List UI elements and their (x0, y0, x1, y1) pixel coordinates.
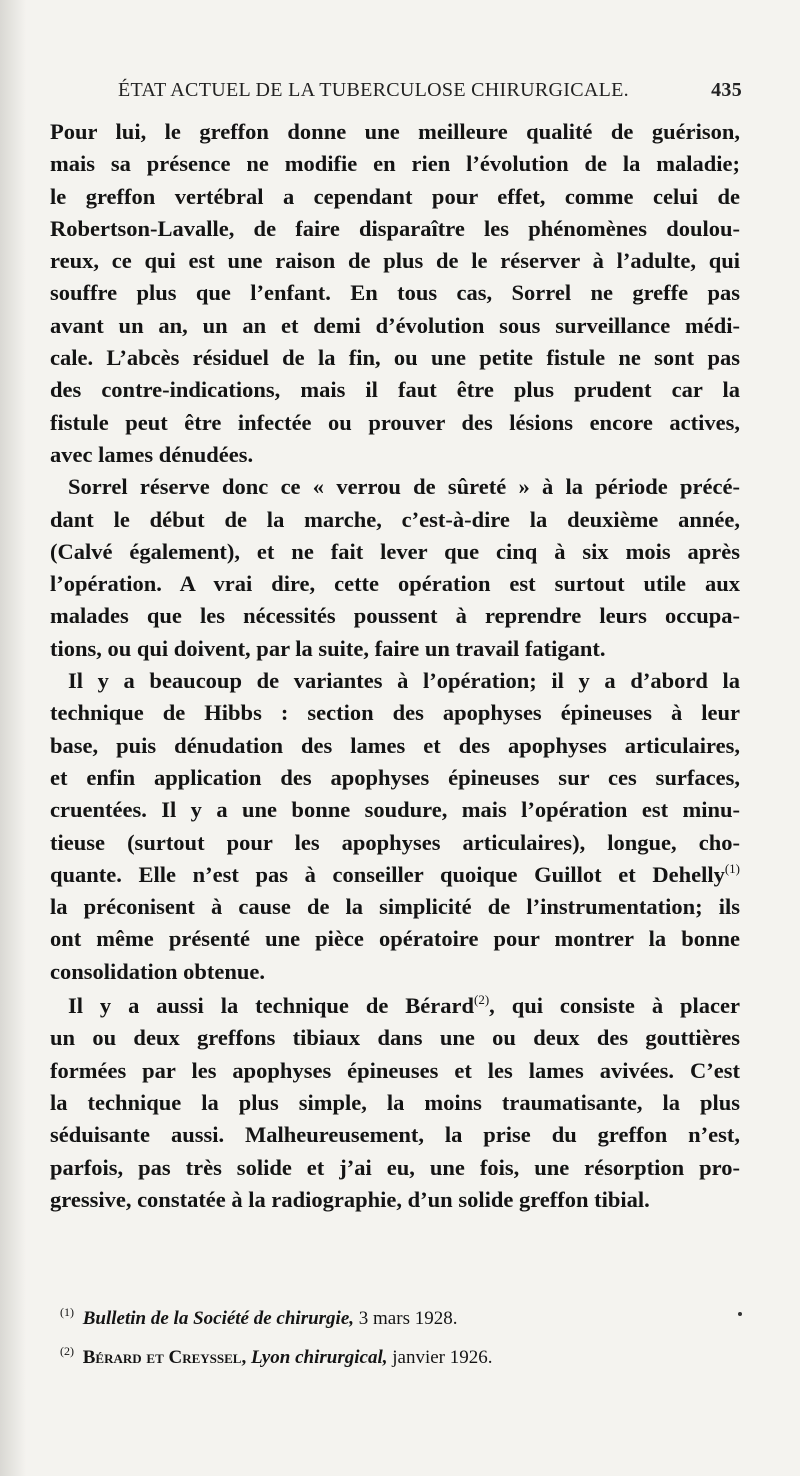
text-line: mais sa présence ne modifie en rien l’évolution de la maladie; (50, 151, 740, 177)
footnote-1 (60, 1296, 680, 1335)
footnotes (60, 1296, 680, 1374)
text-line: l’opération. A vrai dire, cette opération est surtout utile aux (50, 571, 740, 597)
footnote-date: janvier 1926. (392, 1347, 493, 1368)
text-line: tieuse (surtout pour les apophyses articulaires), longue, cho- (50, 829, 740, 855)
footnote-ref-2[interactable]: (2) (474, 992, 490, 1008)
text-line-body: Il y a aussi la technique de Bérard (68, 993, 474, 1019)
text-line: consolidation obtenue. (50, 958, 266, 984)
text-line: fistule peut être infectée ou prouver des lésions encore actives, (50, 409, 740, 435)
paragraph-1 (50, 116, 740, 471)
text-line: et enfin application des apophyses épineuses sur ces surfaces, (50, 764, 740, 790)
text-line: technique de Hibbs : section des apophyses épineuses à leur (50, 700, 740, 726)
text-line: cale. L’abcès résiduel de la fin, ou une petite fistule ne sont pas (50, 345, 740, 371)
text-line: la préconisent à cause de la simplicité de l’instrumentation; ils (50, 894, 740, 920)
text-line: avant un an, un an et demi d’évolution sous surveillance médi- (50, 312, 740, 338)
text-line: séduisante aussi. Malheureusement, la prise du greffon n’est, (50, 1122, 740, 1148)
paragraph-3 (50, 665, 740, 988)
text-line: cruentées. Il y a une bonne soudure, mais l’opération est minu- (50, 797, 740, 823)
text-line: reux, ce qui est une raison de plus de le réserver à l’adulte, qui (50, 248, 740, 274)
text-line: souffre plus que l’enfant. En tous cas, Sorrel ne greffe pas (50, 280, 740, 306)
text-line-with-note (68, 990, 740, 1022)
text-line: base, puis dénudation des lames et des apophyses articulaires, (50, 732, 740, 758)
text-line: malades que les nécessités poussent à reprendre leurs occupa- (50, 603, 740, 629)
text-line: des contre-indications, mais il faut être plus prudent car la (50, 377, 740, 403)
text-line-tail: , qui consiste à placer (489, 993, 740, 1019)
page-body (50, 116, 740, 1216)
footnote-ref-1[interactable]: (1) (724, 860, 740, 876)
ink-speck (738, 1312, 742, 1316)
footnote-marker: (2) (60, 1344, 74, 1358)
text-line-with-note (50, 859, 740, 891)
text-line: le greffon vertébral a cependant pour effet, comme celui de (50, 183, 740, 209)
text-line: dant le début de la marche, c’est-à-dire la deuxième année, (50, 506, 740, 532)
page-number: 435 (711, 79, 742, 101)
text-line: parfois, pas très solide et j’ai eu, une fois, une résorption pro- (50, 1154, 740, 1180)
paragraph-4 (50, 990, 740, 1216)
text-line: Sorrel réserve donc ce « verrou de sûreté » à la période précé- (68, 474, 740, 500)
running-title: ÉTAT ACTUEL DE LA TUBERCULOSE CHIRURGICALE. (118, 79, 629, 101)
footnote-marker: (1) (60, 1305, 74, 1319)
text-line: formées par les apophyses épineuses et les lames avivées. C’est (50, 1057, 740, 1083)
footnote-date: 3 mars 1928. (358, 1308, 458, 1329)
text-line: gressive, constatée à la radiographie, d’un solide greffon tibial. (50, 1186, 650, 1212)
text-line: tions, ou qui doivent, par la suite, faire un travail fatigant. (50, 635, 606, 661)
text-line: avec lames dénudées. (50, 441, 254, 467)
text-line: Il y a beaucoup de variantes à l’opération; il y a d’abord la (68, 668, 740, 694)
text-line: ont même présenté une pièce opératoire pour montrer la bonne (50, 926, 740, 952)
scan-edge-shadow (0, 0, 26, 1476)
text-line: la technique la plus simple, la moins traumatisante, la plus (50, 1089, 740, 1115)
footnote-source-title: Bulletin de la Société de chirurgie, (82, 1308, 355, 1329)
text-line: Pour lui, le greffon donne une meilleure qualité de guérison, (50, 119, 740, 144)
text-line: un ou deux greffons tibiaux dans une ou deux des gouttières (50, 1025, 740, 1051)
text-line-body: quante. Elle n’est pas à conseiller quoique Guillot et Dehelly (50, 861, 725, 887)
text-line: Robertson-Lavalle, de faire disparaître les phénomènes doulou- (50, 215, 740, 241)
footnote-authors: Bérard et Creyssel, (82, 1347, 247, 1368)
footnote-source-title: Lyon chirurgical, (250, 1347, 388, 1368)
text-line: (Calvé également), et ne fait lever que cinq à six mois après (50, 538, 740, 564)
page-header (112, 79, 742, 109)
paragraph-2 (50, 471, 740, 665)
footnote-2 (60, 1335, 680, 1374)
